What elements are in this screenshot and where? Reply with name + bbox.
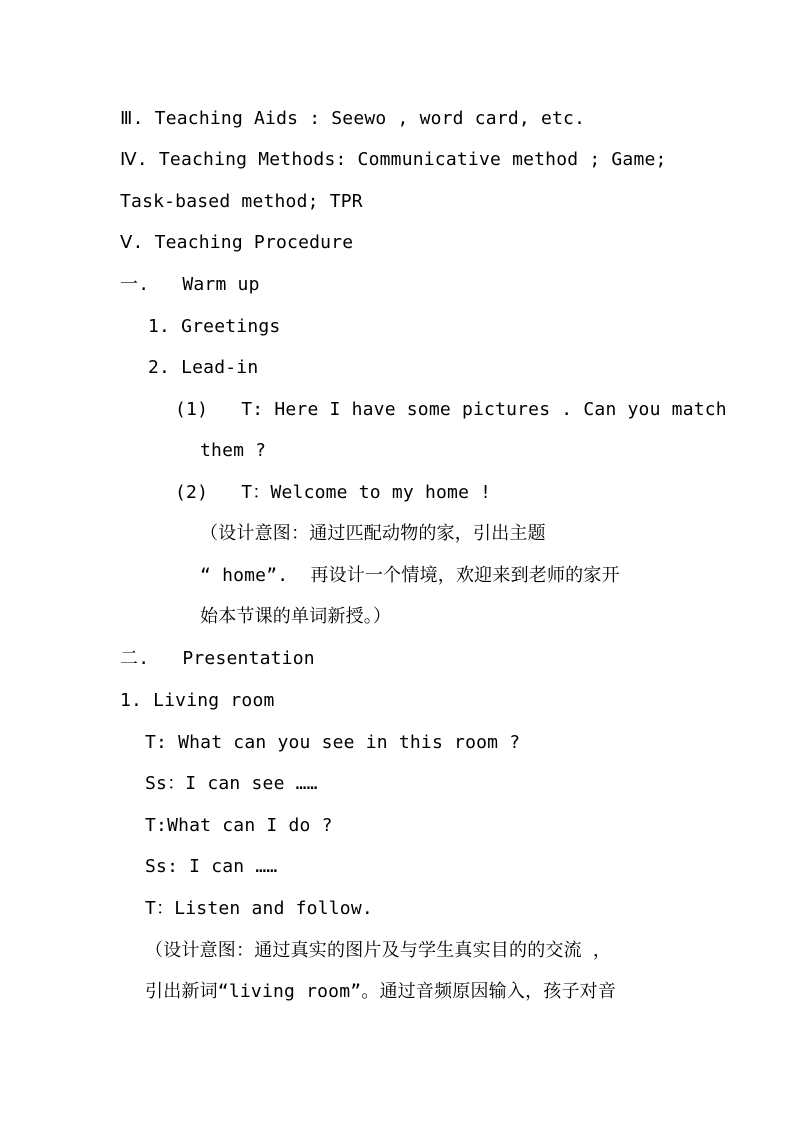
warm-up-heading: 一. Warm up (120, 274, 260, 295)
lead-in-step-1: (1) T: Here I have some pictures . Can you match (175, 399, 727, 420)
dialogue-line-1: T: What can you see in this room ? (145, 732, 521, 753)
design-intent-note-3: 始本节课的单词新授。） (200, 606, 392, 627)
design-intent-note-1: （设计意图：通过匹配动物的家，引出主题 (200, 523, 546, 544)
greetings-item: 1. Greetings (148, 316, 281, 337)
teaching-methods-line: Ⅳ. Teaching Methods: Communicative method ; Game; (120, 149, 667, 170)
dialogue-line-5: T：Listen and follow. (145, 898, 373, 919)
teaching-procedure-heading: Ⅴ. Teaching Procedure (120, 232, 354, 253)
presentation-heading: 二. Presentation (120, 648, 315, 669)
lead-in-step-2: (2) T：Welcome to my home ! (175, 482, 492, 503)
design-intent-note-2: “ home”. 再设计一个情境，欢迎来到老师的家开 (200, 565, 620, 586)
lead-in-step-1-continuation: them ? (200, 440, 267, 461)
living-room-item: 1. Living room (120, 690, 275, 711)
dialogue-line-4: Ss: I can …… (145, 856, 278, 877)
lead-in-item: 2. Lead-in (148, 357, 259, 378)
presentation-design-intent-1: （设计意图：通过真实的图片及与学生真实目的的交流 ， (145, 940, 612, 961)
dialogue-line-2: Ss：I can see …… (145, 773, 318, 794)
teaching-aids-line: Ⅲ. Teaching Aids : Seewo , word card, etc. (120, 108, 586, 129)
presentation-design-intent-2: 引出新词“living room”。通过音频原因输入，孩子对音 (145, 981, 617, 1002)
teaching-methods-continuation: Task-based method; TPR (120, 191, 363, 212)
dialogue-line-3: T:What can I do ? (145, 815, 333, 836)
